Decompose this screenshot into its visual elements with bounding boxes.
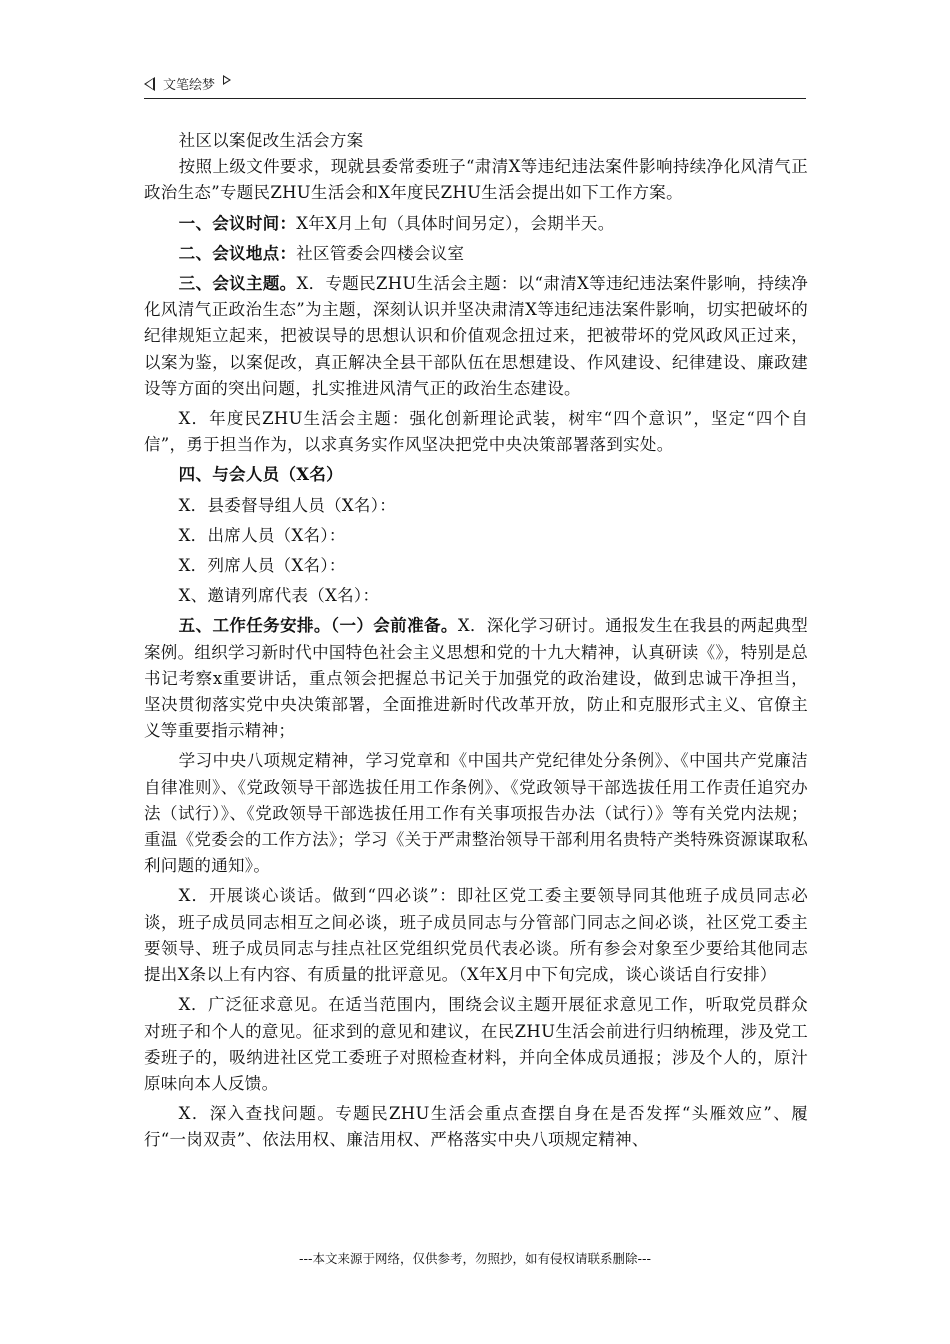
section-text: X．深化学习研讨。通报发生在我县的两起典型案例。组织学习新时代中国特色社会主义思想和党的十九大精神，认真研读《》，特别是总书记考察x重要讲话，重点领会把握总书记关于加强党的政治建设，做到忠诚干净担当，坚决贯彻落实党中央决策部署，全面推进新时代改革开放，防止和克服形式主义、官僚主义等重要指示精神； [144,616,808,741]
section-heading: 三、会议主题。 [178,274,297,294]
brand [144,74,231,93]
brand-text: 文笔绘梦 [163,78,216,93]
study-paragraph: 学习中央八项规定精神，学习党章和《中国共产党纪律处分条例》、《中国共产党廉洁自律准则》、《党政领导干部选拔任用工作条例》、《党政领导干部选拔任用工作责任追究办法（试行）》、《党政领导干部选拔任用工作有关事项报告办法（试行）》等有关党内法规；重温《党委会的工作方法》；学习《关于严肃整治领导干部利用名贵特产类特殊资源谋取私利问题的通知》。 [144,751,808,876]
document-title: 社区以案促改生活会方案 [178,131,364,150]
section-heading: 一、会议时间： [178,213,297,233]
attendee-item: X、邀请列席代表（X名）： [178,586,380,606]
section-text: 社区管委会四楼会议室 [296,243,465,263]
page-header [144,74,806,99]
section-attendees [144,462,808,488]
find-problems-paragraph: X．深入查找问题。专题民ZHU生活会重点查摆自身在是否发挥“头雁效应”、履行“一岗双责”、依法用权、廉洁用权、严格落实中央八项规定精神、 [144,1104,808,1150]
section-meeting-time [144,211,808,237]
intro-paragraph: 按照上级文件要求，现就县委常委班子“肃清X等违纪违法案件影响持续净化风清气正政治生态”专题民ZHU生活会和X年度民ZHU生活会提出如下工作方案。 [144,157,808,203]
triangle-right-outline-icon [223,75,231,85]
attendee-item: X．列席人员（X名）： [178,556,346,576]
section-heading: 四、与会人员（X名） [178,465,343,485]
section-heading: 二、会议地点： [178,243,297,263]
section-meeting-place [144,241,808,267]
theme-annual-paragraph: X．年度民ZHU生活会主题：强化创新理论武装，树牢“四个意识”，坚定“四个自信”，勇于担当作为，以求真务实作风坚决把党中央决策部署落到实处。 [144,409,808,455]
section-text: X年X月上旬（具体时间另定），会期半天。 [296,213,615,233]
opinion-paragraph: X．广泛征求意见。在适当范围内，围绕会议主题开展征求意见工作，听取党员群众对班子和个人的意见。征求到的意见和建议，在民ZHU生活会前进行归纳梳理，涉及党工委班子的，吸纳进社区党工委班子对照检查材料，并向全体成员通报；涉及个人的，原汁原味向本人反馈。 [144,995,808,1093]
talk-paragraph: X．开展谈心谈话。做到“四必谈”：即社区党工委主要领导同其他班子成员同志必谈，班子成员同志相互之间必谈，班子成员同志与分管部门同志之间必谈，社区党工委主要领导、班子成员同志与挂点社区党组织党员代表必谈。所有参会对象至少要给其他同志提出X条以上有内容、有质量的批评意见。（X年X月中下旬完成，谈心谈话自行安排） [144,886,808,985]
section-heading: 五、工作任务安排。（一）会前准备。 [178,616,458,636]
section-text: X．专题民ZHU生活会主题：以“肃清X等违纪违法案件影响，持续净化风清气正政治生态”为主题，深刻认识并坚决肃清X等违纪违法案件影响，切实把破坏的纪律规矩立起来，把被误导的思想认识和价值观念扭过来，把被带坏的党风政风正过来，以案为鉴，以案促改，真正解决全县干部队伍在思想建设、作风建设、纪律建设、廉政建设等方面的突出问题，扎实推进风清气正的政治生态建设。 [144,274,808,398]
attendee-item: X．县委督导组人员（X名）： [178,495,397,515]
attendee-item: X．出席人员（X名）： [178,525,346,545]
section-meeting-theme [144,271,808,402]
document-body [144,128,808,1154]
footer-disclaimer: ---本文来源于网络，仅供参考，勿照抄，如有侵权请联系删除--- [298,1251,652,1266]
section-task-arrangement [144,613,808,744]
triangle-left-outline-icon [144,77,155,91]
